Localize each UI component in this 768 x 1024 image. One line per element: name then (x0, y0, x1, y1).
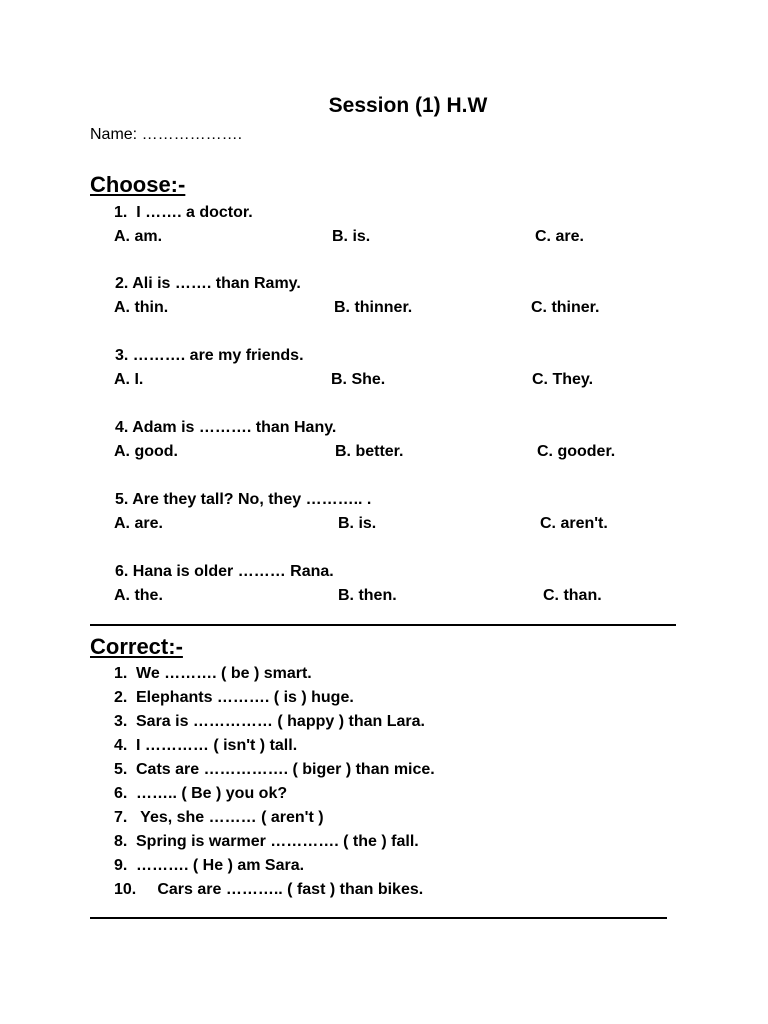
option-a: A. good. (114, 443, 178, 460)
option-c: C. They. (532, 371, 594, 388)
item-number: 5. (114, 761, 128, 778)
option-c: C. are. (535, 228, 584, 245)
item-number: 2. (114, 689, 128, 706)
correct-item (114, 809, 324, 827)
option-b: B. thinner. (334, 299, 413, 316)
section-divider (90, 624, 676, 626)
question-stem: 1. I ……. a doctor. (114, 204, 253, 221)
item-text: We ………. ( be ) smart. (136, 665, 312, 682)
option-a: A. the. (114, 587, 163, 604)
question-stem: 5. Are they tall? No, they ……….. . (115, 491, 372, 508)
item-number: 9. (114, 857, 128, 874)
correct-item (114, 833, 419, 851)
option-b: B. then. (338, 587, 397, 604)
item-text: Spring is warmer …………. ( the ) fall. (136, 833, 419, 850)
item-number: 10. (114, 881, 137, 898)
correct-item (114, 785, 287, 803)
item-number: 6. (114, 785, 128, 802)
option-a: A. am. (114, 228, 163, 245)
correct-item (114, 689, 354, 707)
item-number: 4. (114, 737, 128, 754)
item-text: Yes, she ……… ( aren't ) (136, 809, 324, 826)
option-a: A. I. (114, 371, 144, 388)
worksheet-title: Session (1) H.W (328, 94, 488, 117)
item-number: 3. (114, 713, 128, 730)
item-number: 7. (114, 809, 128, 826)
question-stem: 4. Adam is ………. than Hany. (115, 419, 337, 436)
item-text: I ………… ( isn't ) tall. (136, 737, 298, 754)
item-text: …….. ( Be ) you ok? (136, 785, 288, 802)
option-a: A. are. (114, 515, 163, 532)
item-text: Cats are ……………. ( biger ) than mice. (136, 761, 435, 778)
item-text: Cars are ……….. ( fast ) than bikes. (144, 881, 424, 898)
option-c: C. than. (543, 587, 602, 604)
option-b: B. is. (332, 228, 371, 245)
correct-item (114, 761, 435, 779)
name-field-line: Name: ………………. (90, 126, 243, 143)
question-stem: 6. Hana is older ……… Rana. (115, 563, 334, 580)
correct-item (114, 881, 423, 899)
correct-heading: Correct:- (90, 634, 183, 659)
correct-item (114, 737, 297, 755)
question-stem: 3. ………. are my friends. (115, 347, 304, 364)
correct-item (114, 857, 304, 875)
option-c: C. gooder. (537, 443, 616, 460)
item-text: Elephants ………. ( is ) huge. (136, 689, 354, 706)
item-text: ………. ( He ) am Sara. (136, 857, 305, 874)
item-number: 1. (114, 665, 128, 682)
option-b: B. She. (331, 371, 386, 388)
item-text: Sara is …………… ( happy ) than Lara. (136, 713, 425, 730)
option-b: B. better. (335, 443, 404, 460)
option-a: A. thin. (114, 299, 169, 316)
option-c: C. thiner. (531, 299, 600, 316)
section-divider (90, 917, 667, 919)
option-c: C. aren't. (540, 515, 608, 532)
item-number: 8. (114, 833, 128, 850)
option-b: B. is. (338, 515, 377, 532)
choose-heading: Choose:- (90, 172, 186, 197)
correct-item (114, 713, 425, 731)
question-stem: 2. Ali is ……. than Ramy. (115, 275, 301, 292)
correct-item (114, 665, 312, 683)
